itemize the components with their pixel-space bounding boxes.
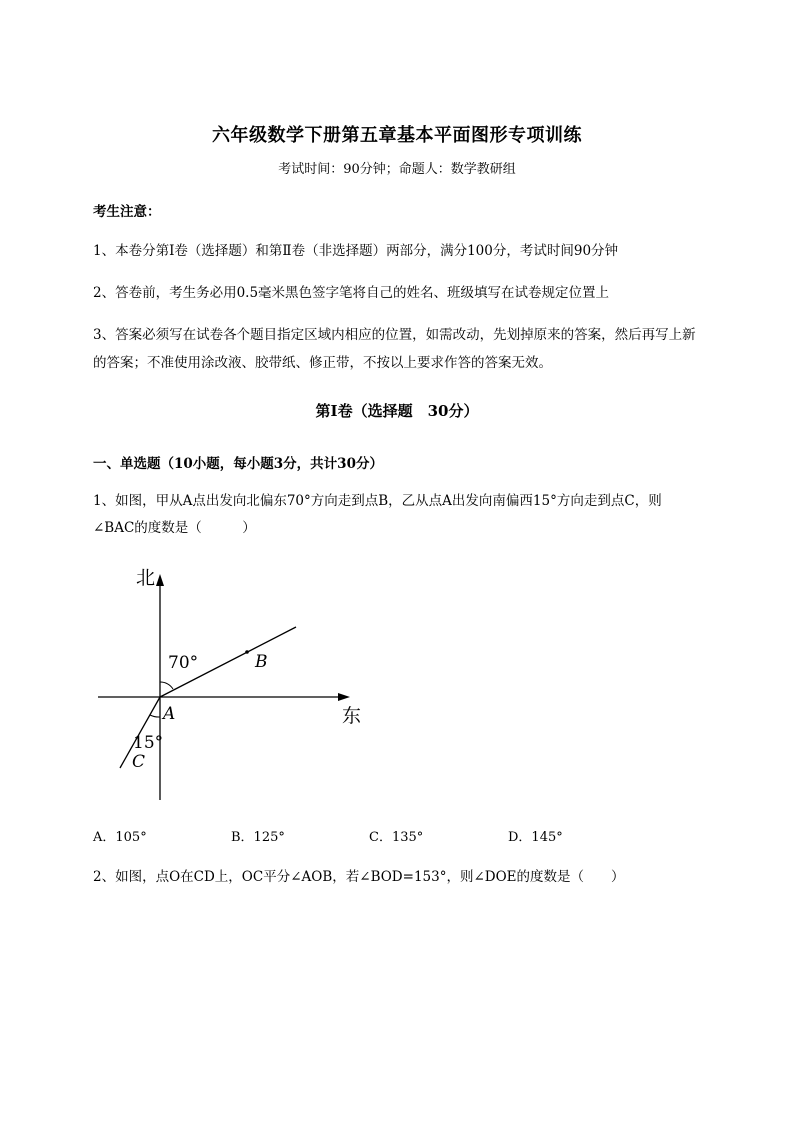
notice-item-1: 1、本卷分第I卷（选择题）和第Ⅱ卷（非选择题）两部分，满分100分，考试时间90分钟 — [93, 243, 619, 259]
compass-figure — [90, 560, 390, 805]
notice-item-3: 3、答案必须写在试卷各个题目指定区域内相应的位置，如需改动，先划掉原来的答案，然后再写上新 — [93, 327, 696, 343]
notice-heading: 考生注意： — [93, 204, 161, 220]
notice-item-2: 2、答卷前，考生务必用0.5毫米黑色签字笔将自己的姓名、班级填写在试卷规定位置上 — [93, 285, 610, 301]
choice-a[interactable]: A．105° — [93, 830, 147, 845]
question-1-line-2: ∠BAC的度数是（ ） — [93, 520, 256, 536]
angle-arc-70 — [160, 682, 173, 689]
point-c-label: C — [132, 752, 146, 772]
east-arrow-icon — [338, 693, 350, 701]
part-title: 第I卷（选择题 30分） — [315, 402, 479, 420]
choice-b[interactable]: B．125° — [231, 830, 285, 845]
point-b-label: B — [255, 652, 268, 672]
north-label: 北 — [136, 567, 156, 589]
section-heading: 一、单选题（10小题，每小题3分，共计30分） — [93, 456, 383, 472]
point-a-label: A — [163, 704, 176, 724]
notice-item-3-cont: 的答案；不准使用涂改液、胶带纸、修正带，不按以上要求作答的答案无效。 — [93, 355, 552, 371]
angle-arc-15 — [150, 715, 160, 717]
page-subtitle: 考试时间：90分钟；命题人：数学教研组 — [278, 162, 516, 177]
page-title: 六年级数学下册第五章基本平面图形专项训练 — [212, 125, 582, 146]
question-2-line-1: 2、如图，点O在CD上，OC平分∠AOB，若∠BOD=153°，则∠DOE的度数是（ ） — [93, 869, 625, 885]
angle-15-label: 15° — [133, 733, 164, 753]
choice-d[interactable]: D．145° — [508, 830, 563, 845]
east-label: 东 — [342, 705, 362, 727]
angle-70-label: 70° — [168, 653, 199, 673]
choice-c[interactable]: C．135° — [369, 830, 424, 845]
north-arrow-icon — [156, 574, 164, 586]
question-1-line-1: 1、如图，甲从A点出发向北偏东70°方向走到点B，乙从点A出发向南偏西15°方向走到点C，则 — [93, 493, 662, 509]
point-b-dot — [245, 650, 249, 654]
